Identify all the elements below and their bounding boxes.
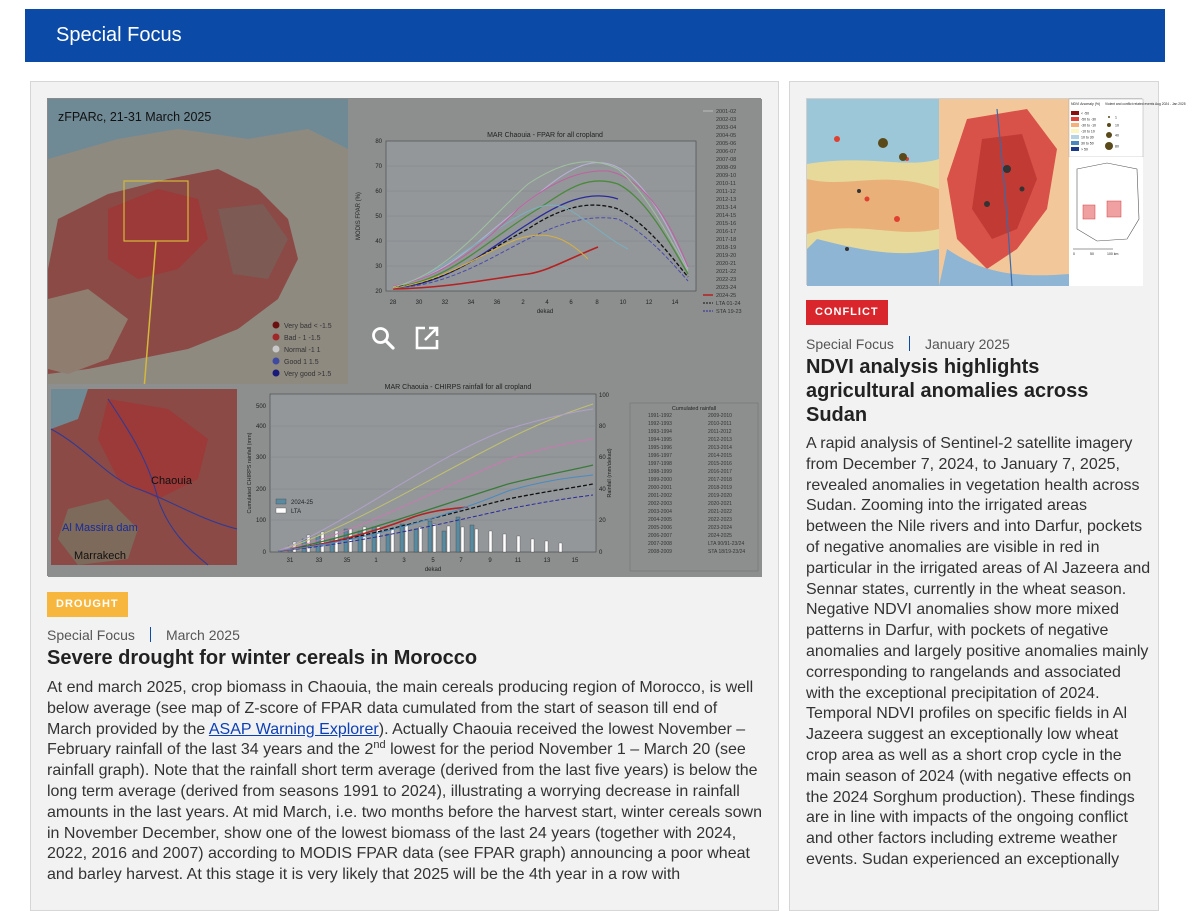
svg-text:2008-09: 2008-09 [716, 165, 737, 171]
svg-text:1991-1992: 1991-1992 [648, 413, 672, 419]
svg-text:2010-2011: 2010-2011 [708, 421, 732, 427]
zoom-icon[interactable] [370, 325, 396, 351]
svg-text:2017-2018: 2017-2018 [708, 477, 732, 483]
svg-text:2024-25: 2024-25 [716, 293, 737, 299]
map-title: zFPARc, 21-31 March 2025 [58, 110, 212, 124]
article-body [806, 434, 1151, 871]
article-paragraph: A rapid analysis of Sentinel-2 satellite imagery from December 7, 2024, to January 7, 2025, revealed anomalies in vegetation health across Sudan. Zooming into the irrigated areas between the Nile rivers and into Darfur, pockets of negative anomalies are visible in red in particular in the irrigated areas of Al Jazeera and Sennar states, currently in the wheat season. Negative NDVI anomalies show more mixed patterns in Darfur, with pockets of negative anomalies and largely positive anomalies mainly corresponding to rangelands and associated with the exceptional precipitation of 2024. [806, 435, 1151, 702]
svg-text:1997-1998: 1997-1998 [648, 461, 672, 467]
svg-text:500: 500 [255, 404, 266, 410]
svg-text:2019-20: 2019-20 [716, 253, 737, 259]
svg-text:2024-2025: 2024-2025 [708, 533, 732, 539]
svg-text:4: 4 [545, 300, 549, 306]
svg-text:2004-05: 2004-05 [716, 133, 737, 139]
svg-text:1994-1995: 1994-1995 [648, 437, 672, 443]
svg-text:100: 100 [255, 518, 266, 524]
ndvi-map-darfur [807, 99, 939, 286]
svg-text:30 to 50: 30 to 50 [1081, 141, 1094, 146]
svg-text:2004-2005: 2004-2005 [648, 517, 672, 523]
svg-text:2005-06: 2005-06 [716, 141, 737, 147]
svg-text:2002-2003: 2002-2003 [648, 501, 672, 507]
svg-text:Cumulated rainfall: Cumulated rainfall [671, 406, 717, 412]
svg-text:14: 14 [671, 300, 679, 306]
svg-text:2002-03: 2002-03 [716, 117, 737, 123]
svg-text:200: 200 [255, 487, 266, 493]
article-card-conflict[interactable] [789, 81, 1186, 911]
svg-text:Chaouia: Chaouia [151, 475, 192, 487]
svg-text:2007-08: 2007-08 [716, 157, 737, 163]
svg-text:Rainfall (mm/dekad): Rainfall (mm/dekad) [607, 448, 613, 498]
svg-text:LTA 90/91-23/24: LTA 90/91-23/24 [708, 541, 745, 547]
svg-text:2: 2 [521, 300, 525, 306]
svg-text:1992-1993: 1992-1993 [648, 421, 672, 427]
svg-text:1: 1 [374, 558, 378, 564]
svg-text:2007-2008: 2007-2008 [648, 541, 672, 547]
svg-text:1999-2000: 1999-2000 [648, 477, 672, 483]
svg-text:2009-2010: 2009-2010 [708, 413, 732, 419]
svg-text:LTA 01-24: LTA 01-24 [716, 301, 741, 307]
svg-text:2015-2016: 2015-2016 [708, 461, 732, 467]
svg-text:10: 10 [1115, 123, 1119, 128]
ndvi-legend [1069, 99, 1186, 157]
svg-text:30: 30 [415, 300, 423, 306]
svg-text:300: 300 [255, 455, 266, 461]
svg-text:2011-12: 2011-12 [716, 189, 736, 195]
svg-text:32: 32 [441, 300, 449, 306]
svg-text:MODIS FPAR (%): MODIS FPAR (%) [356, 192, 362, 240]
svg-text:1996-1997: 1996-1997 [648, 453, 672, 459]
meta-separator [909, 336, 910, 351]
svg-text:10 to 30: 10 to 30 [1081, 135, 1094, 140]
article-category: Special Focus [806, 336, 894, 352]
svg-text:-30 to -10: -30 to -10 [1081, 123, 1096, 128]
svg-text:80: 80 [375, 139, 382, 145]
meta-separator [150, 627, 151, 642]
svg-text:2009-10: 2009-10 [716, 173, 737, 179]
svg-text:2000-2001: 2000-2001 [648, 485, 672, 491]
article-category: Special Focus [47, 627, 135, 643]
svg-text:35: 35 [343, 558, 351, 564]
external-link-icon[interactable] [414, 325, 440, 351]
article-meta [806, 336, 1010, 352]
svg-text:1995-1996: 1995-1996 [648, 445, 672, 451]
svg-text:2005-2006: 2005-2006 [648, 525, 672, 531]
ndvi-map-nile [939, 99, 1069, 286]
sudan-inset-map [1069, 157, 1143, 286]
svg-text:60: 60 [599, 455, 606, 461]
svg-text:100 km: 100 km [1107, 252, 1119, 256]
svg-text:11: 11 [514, 558, 522, 564]
svg-text:2006-2007: 2006-2007 [648, 533, 672, 539]
svg-text:0: 0 [1073, 252, 1075, 256]
svg-text:100: 100 [599, 393, 610, 399]
article-title[interactable]: Severe drought for winter cereals in Morocco [47, 647, 478, 669]
section-title: Special Focus [56, 24, 182, 46]
svg-text:1: 1 [1115, 115, 1117, 120]
svg-text:< -50: < -50 [1081, 111, 1090, 116]
asap-warning-explorer-link[interactable]: ASAP Warning Explorer [208, 720, 379, 738]
svg-text:2020-21: 2020-21 [716, 261, 737, 267]
svg-text:2006-07: 2006-07 [716, 149, 737, 155]
svg-text:2010-11: 2010-11 [716, 181, 736, 187]
article-date: March 2025 [165, 627, 240, 643]
svg-text:2016-17: 2016-17 [716, 229, 737, 235]
svg-text:MAR Chaouia - CHIRPS rainfall: MAR Chaouia - CHIRPS rainfall for all cropland [384, 384, 532, 391]
svg-text:2016-2017: 2016-2017 [708, 469, 732, 475]
svg-text:31: 31 [286, 558, 294, 564]
svg-text:2008-2009: 2008-2009 [648, 549, 672, 555]
svg-text:400: 400 [255, 424, 266, 430]
svg-text:2018-2019: 2018-2019 [708, 485, 732, 491]
article-paragraph: Temporal NDVI profiles on specific fields in Al Jazeera suggest an exceptionally low wheat crop area as well as a short crop cycle in the main season of 2024 (with negative effects on the 2024 Sorghum production). These findings are in line with impacts of the ongoing conflict and other factors including extreme weather events. Sudan experienced an exceptionally [806, 705, 1135, 868]
svg-text:Very bad < -1.5: Very bad < -1.5 [284, 323, 332, 330]
tag-conflict[interactable]: CONFLICT [806, 300, 888, 325]
svg-text:2020-2021: 2020-2021 [708, 501, 732, 507]
svg-text:5: 5 [431, 558, 435, 564]
svg-text:2024-25: 2024-25 [291, 500, 314, 506]
svg-text:2001-2002: 2001-2002 [648, 493, 672, 499]
svg-text:13: 13 [543, 558, 551, 564]
image-overlay-actions [370, 325, 440, 351]
svg-text:40: 40 [599, 487, 606, 493]
svg-text:1993-1994: 1993-1994 [648, 429, 672, 435]
article-image-morocco[interactable] [47, 98, 761, 576]
svg-text:10: 10 [619, 300, 627, 306]
svg-text:2022-23: 2022-23 [716, 277, 737, 283]
svg-text:2023-24: 2023-24 [716, 285, 737, 291]
article-image-sudan[interactable] [806, 98, 1186, 285]
svg-text:MAR Chaouia - FPAR for all cro: MAR Chaouia - FPAR for all cropland [487, 132, 603, 139]
svg-text:20: 20 [599, 518, 606, 524]
svg-text:2018-19: 2018-19 [716, 245, 737, 251]
svg-text:2012-2013: 2012-2013 [708, 437, 732, 443]
svg-text:12: 12 [645, 300, 653, 306]
svg-text:Good 1 1.5: Good 1 1.5 [284, 359, 319, 366]
svg-text:Al Massira dam: Al Massira dam [62, 522, 138, 534]
svg-text:2015-16: 2015-16 [716, 221, 737, 227]
svg-text:36: 36 [493, 300, 501, 306]
svg-text:NDVI Anomaly (%): NDVI Anomaly (%) [1071, 102, 1101, 106]
svg-text:2021-22: 2021-22 [716, 269, 737, 275]
svg-text:-10 to 10: -10 to 10 [1081, 129, 1095, 134]
svg-text:STA 19-23: STA 19-23 [716, 309, 742, 315]
svg-text:30: 30 [375, 264, 382, 270]
svg-text:2021-2022: 2021-2022 [708, 509, 732, 515]
section-header [25, 9, 1165, 62]
svg-text:2011-2012: 2011-2012 [708, 429, 732, 435]
rainfall-chart [247, 384, 758, 573]
svg-text:34: 34 [467, 300, 475, 306]
svg-text:-50 to -30: -50 to -30 [1081, 117, 1096, 122]
svg-text:Normal -1 1: Normal -1 1 [284, 347, 321, 354]
svg-text:33: 33 [315, 558, 323, 564]
svg-text:2014-15: 2014-15 [716, 213, 737, 219]
svg-text:2003-04: 2003-04 [716, 125, 737, 131]
svg-text:2012-13: 2012-13 [716, 197, 737, 203]
svg-text:80: 80 [1115, 144, 1119, 149]
svg-text:1998-1999: 1998-1999 [648, 469, 672, 475]
svg-text:80: 80 [599, 424, 606, 430]
svg-text:70: 70 [375, 164, 382, 170]
tag-drought[interactable]: DROUGHT [47, 592, 128, 617]
svg-text:Very good >1.5: Very good >1.5 [284, 371, 332, 378]
svg-text:Marrakech: Marrakech [74, 550, 126, 562]
svg-text:> 50: > 50 [1081, 147, 1088, 152]
svg-text:dekad: dekad [536, 309, 554, 315]
article-card-drought[interactable] [30, 81, 779, 911]
svg-text:2019-2020: 2019-2020 [708, 493, 732, 499]
svg-text:dekad: dekad [424, 567, 442, 573]
svg-text:40: 40 [1115, 133, 1119, 138]
article-date: January 2025 [924, 336, 1010, 352]
svg-text:0: 0 [262, 550, 266, 556]
article-body: At end march 2025, crop biomass in Chaouia, the main cereals producing region of Morocco, is well below average (see map of Z-score of FPAR data cumulated from the start of season till end of March provided by the ASAP Warning Explorer). Actually Chaouia received the lowest November – February rainfall of the last 34 years and the 2nd lowest for the period November 1 – March 20 (see rainfall graph). Note that the rainfall short term average (derived from the last five years) is below the long term average (derived from seasons 1991 to 2024), illustrating a worrying decrease in rainfall amounts in the last years. At mid March, i.e. two months before the harvest start, winter cereals sown in November December, show one of the lowest biomass of the last 24 years (together with 2024, 2022, 2016 and 2007) according to MODIS FPAR data (see FPAR graph) announcing a poor wheat and barley harvest. At this stage it is very likely that 2025 will be the 4th year in a row with [47, 679, 762, 884]
svg-text:2023-2024: 2023-2024 [708, 525, 732, 531]
svg-text:Violent and conflict related e: Violent and conflict related events Aug 2024 - Jan 2025 [1105, 102, 1186, 106]
svg-text:2003-2004: 2003-2004 [648, 509, 672, 515]
svg-text:8: 8 [595, 300, 599, 306]
svg-text:LTA: LTA [291, 509, 302, 515]
svg-text:50: 50 [1090, 252, 1094, 256]
svg-text:2017-18: 2017-18 [716, 237, 737, 243]
svg-text:2013-2014: 2013-2014 [708, 445, 732, 451]
svg-text:7: 7 [459, 558, 463, 564]
svg-text:3: 3 [402, 558, 406, 564]
svg-text:15: 15 [571, 558, 579, 564]
article-meta [47, 627, 240, 643]
svg-text:50: 50 [375, 214, 382, 220]
svg-text:60: 60 [375, 189, 382, 195]
svg-text:6: 6 [569, 300, 573, 306]
svg-text:20: 20 [375, 289, 382, 295]
svg-text:2022-2023: 2022-2023 [708, 517, 732, 523]
svg-text:Cumulated CHIRPS rainfall (mm): Cumulated CHIRPS rainfall (mm) [247, 432, 253, 514]
svg-text:9: 9 [488, 558, 492, 564]
svg-text:28: 28 [389, 300, 397, 306]
svg-text:40: 40 [375, 239, 382, 245]
svg-text:Bad - 1 -1.5: Bad - 1 -1.5 [284, 335, 321, 342]
svg-text:0: 0 [599, 550, 603, 556]
article-title[interactable]: NDVI analysis highlights agricultural anomalies across Sudan [806, 356, 1089, 426]
svg-text:2013-14: 2013-14 [716, 205, 737, 211]
svg-text:STA 18/19-23/24: STA 18/19-23/24 [708, 549, 746, 555]
svg-text:2014-2015: 2014-2015 [708, 453, 732, 459]
svg-text:2001-02: 2001-02 [716, 109, 737, 115]
